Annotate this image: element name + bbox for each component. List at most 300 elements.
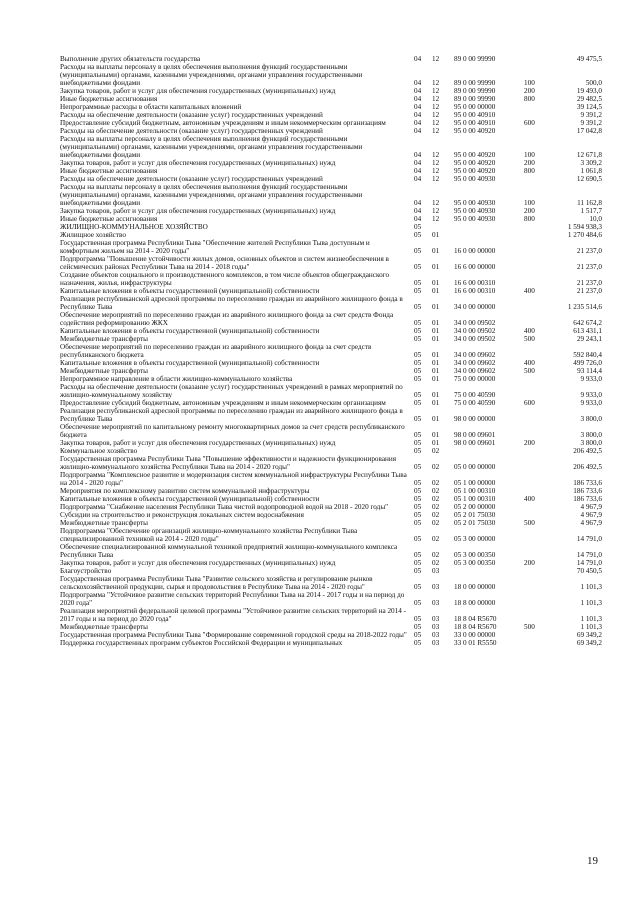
row-subsection-code: 12 bbox=[432, 119, 440, 127]
row-subsection-code: 01 bbox=[432, 359, 440, 367]
row-subsection-code: 12 bbox=[432, 175, 440, 183]
row-target-article: 95 0 00 40930 bbox=[454, 215, 496, 223]
row-name: Закупка товаров, работ и услуг для обеспечения государственных (муниципальных) нужд bbox=[60, 207, 336, 215]
row-section-code: 05 bbox=[414, 535, 422, 543]
row-section-code: 04 bbox=[414, 87, 422, 95]
row-target-article: 89 0 00 99990 bbox=[454, 87, 496, 95]
table-row bbox=[60, 559, 602, 567]
row-amount: 206 492,5 bbox=[573, 463, 602, 471]
row-name: Предоставление субсидий бюджетным, автономным учреждениям и иным некоммерческим организациям bbox=[60, 119, 386, 127]
row-subsection-code: 12 bbox=[432, 103, 440, 111]
table-row bbox=[60, 335, 602, 343]
row-name: Капитальные вложения в объекты государственной (муниципальной) собственности bbox=[60, 327, 320, 335]
row-expense-type bbox=[524, 607, 550, 623]
table-row bbox=[60, 623, 602, 631]
row-target-article: 18 8 00 00000 bbox=[454, 599, 496, 607]
row-target-article: 05 1 00 00310 bbox=[454, 495, 496, 503]
row-section-code: 05 bbox=[414, 247, 422, 255]
row-target-article: 95 0 00 40910 bbox=[454, 111, 496, 119]
table-row bbox=[60, 175, 602, 183]
row-section-code: 05 bbox=[414, 263, 422, 271]
row-amount: 93 114,4 bbox=[577, 367, 602, 375]
row-section-code: 04 bbox=[414, 103, 422, 111]
row-subsection-code: 02 bbox=[432, 479, 440, 487]
row-expense-type bbox=[524, 223, 550, 231]
row-amount: 9 933,0 bbox=[580, 391, 602, 399]
table-row bbox=[60, 87, 602, 95]
row-target-article: 98 0 00 09601 bbox=[454, 439, 496, 447]
row-target-article: 75 0 00 00000 bbox=[454, 375, 496, 383]
row-subsection-code: 02 bbox=[432, 487, 440, 495]
row-amount: 11 162,8 bbox=[577, 199, 602, 207]
row-name: Расходы на обеспечение деятельности (оказание услуг) государственных учреждений в рамках мероприятий по жилищно-коммунальному хозяйству bbox=[60, 383, 403, 399]
row-name: Благоустройство bbox=[60, 567, 112, 575]
row-target-article: 34 0 00 09502 bbox=[454, 327, 496, 335]
row-subsection-code: 02 bbox=[432, 511, 440, 519]
table-row bbox=[60, 567, 602, 575]
row-section-code: 04 bbox=[414, 119, 422, 127]
table-row bbox=[60, 255, 602, 271]
table-row bbox=[60, 367, 602, 375]
row-target-article bbox=[454, 567, 524, 575]
row-amount: 21 237,0 bbox=[576, 287, 602, 295]
row-amount: 1 101,3 bbox=[580, 599, 602, 607]
table-row bbox=[60, 591, 602, 607]
table-row bbox=[60, 159, 602, 167]
row-subsection-code: 02 bbox=[432, 519, 440, 527]
row-name: Подпрограмма "Комплексное развитие и модернизация систем коммунальной инфраструктуры Республики Тыва на 2014 - 2020 годы" bbox=[60, 471, 407, 487]
row-target-article: 05 3 00 00350 bbox=[454, 559, 496, 567]
row-subsection-code: 02 bbox=[432, 463, 440, 471]
row-name: Расходы на обеспечение деятельности (оказание услуг) государственных учреждений bbox=[60, 111, 323, 119]
row-section-code: 05 bbox=[414, 415, 422, 423]
row-target-article: 34 0 00 09602 bbox=[454, 367, 496, 375]
row-section-code: 05 bbox=[414, 519, 422, 527]
row-target-article: 95 0 00 40920 bbox=[454, 167, 496, 175]
row-expense-type bbox=[524, 295, 550, 311]
table-row bbox=[60, 447, 602, 455]
row-amount: 12 690,5 bbox=[576, 175, 602, 183]
row-name: Обеспечение специализированной коммунальной техникой предприятий жилищно-коммунального комплекса Республики Тыва bbox=[60, 543, 398, 559]
row-subsection-code: 02 bbox=[432, 495, 440, 503]
row-section-code: 05 bbox=[414, 431, 422, 439]
row-subsection-code: 02 bbox=[432, 559, 440, 567]
row-target-article: 33 0 00 00000 bbox=[454, 631, 496, 639]
table-row bbox=[60, 271, 602, 287]
row-target-article bbox=[454, 223, 524, 231]
row-target-article: 05 2 00 00000 bbox=[454, 503, 496, 511]
row-subsection-code: 01 bbox=[432, 415, 440, 423]
row-target-article: 95 0 00 40930 bbox=[454, 207, 496, 215]
row-amount: 9 933,0 bbox=[580, 399, 602, 407]
row-name: Расходы на обеспечение деятельности (оказание услуг) государственных учреждений bbox=[60, 175, 323, 183]
row-expense-type: 200 bbox=[524, 439, 535, 447]
row-target-article: 05 2 01 75030 bbox=[454, 511, 496, 519]
row-amount: 29 243,1 bbox=[576, 335, 602, 343]
row-target-article: 98 0 00 09601 bbox=[454, 431, 496, 439]
row-amount: 592 840,4 bbox=[573, 351, 602, 359]
row-amount: 12 671,8 bbox=[576, 151, 602, 159]
row-target-article: 34 0 00 09602 bbox=[454, 351, 496, 359]
row-amount: 29 482,5 bbox=[576, 95, 602, 103]
row-expense-type bbox=[524, 175, 550, 183]
row-amount: 69 349,2 bbox=[576, 631, 602, 639]
row-target-article: 75 0 00 40590 bbox=[454, 391, 496, 399]
row-expense-type: 500 bbox=[524, 335, 535, 343]
table-row bbox=[60, 487, 602, 495]
table-row bbox=[60, 503, 602, 511]
row-amount: 14 791,0 bbox=[576, 535, 602, 543]
row-target-article: 75 0 00 40590 bbox=[454, 399, 496, 407]
table-row bbox=[60, 439, 602, 447]
row-subsection-code: 12 bbox=[432, 151, 440, 159]
row-section-code: 05 bbox=[414, 487, 422, 495]
table-row bbox=[60, 63, 602, 87]
row-expense-type: 800 bbox=[524, 167, 535, 175]
row-subsection-code: 02 bbox=[432, 447, 440, 455]
row-name: Государственная программа Республики Тыва "Формирование современной городской среды на 2018-2022 годы" bbox=[60, 631, 407, 639]
row-subsection-code: 03 bbox=[432, 639, 440, 647]
row-name: Расходы на выплаты персоналу в целях обеспечения выполнения функций государственными (муниципальными) органами, казенными учреждениями, органами управления государственными внебюджетными фондами bbox=[60, 183, 363, 207]
row-subsection-code: 01 bbox=[432, 439, 440, 447]
row-amount: 14 791,0 bbox=[576, 551, 602, 559]
table-row bbox=[60, 231, 602, 239]
row-section-code: 05 bbox=[414, 359, 422, 367]
table-row bbox=[60, 295, 602, 311]
row-expense-type: 100 bbox=[524, 199, 535, 207]
table-row bbox=[60, 495, 602, 503]
row-target-article: 95 0 00 40930 bbox=[454, 199, 496, 207]
table-row bbox=[60, 215, 602, 223]
row-expense-type: 500 bbox=[524, 623, 535, 631]
table-row bbox=[60, 455, 602, 471]
table-row bbox=[60, 359, 602, 367]
table-row bbox=[60, 135, 602, 159]
row-section-code: 05 bbox=[414, 479, 422, 487]
row-section-code: 04 bbox=[414, 215, 422, 223]
row-amount: 9 391,2 bbox=[580, 111, 602, 119]
table-row bbox=[60, 511, 602, 519]
row-target-article: 05 3 00 00350 bbox=[454, 551, 496, 559]
row-section-code: 05 bbox=[414, 399, 422, 407]
row-subsection-code: 01 bbox=[432, 263, 440, 271]
table-row bbox=[60, 183, 602, 207]
budget-table bbox=[60, 55, 602, 647]
row-section-code: 04 bbox=[414, 111, 422, 119]
row-expense-type: 600 bbox=[524, 119, 535, 127]
row-name: Мероприятия по комплексному развитию систем коммунальной инфраструктуры bbox=[60, 487, 310, 495]
row-expense-type bbox=[524, 111, 550, 119]
row-amount: 17 042,8 bbox=[576, 127, 602, 135]
table-row bbox=[60, 543, 602, 559]
row-amount: 1 270 484,6 bbox=[567, 231, 602, 239]
row-name: Непрограммное направление в области жилищно-коммунального хозяйства bbox=[60, 375, 293, 383]
row-name: Подпрограмма "Снабжение населения Республики Тыва чистой водопроводной водой на 2018 - 2020 годы" bbox=[60, 503, 389, 511]
row-amount: 3 800,0 bbox=[580, 431, 602, 439]
table-row bbox=[60, 207, 602, 215]
row-expense-type bbox=[524, 271, 550, 287]
row-amount: 39 124,5 bbox=[576, 103, 602, 111]
row-amount: 3 800,0 bbox=[580, 415, 602, 423]
row-section-code: 05 bbox=[414, 391, 422, 399]
row-name: Реализация республиканской адресной программы по переселению граждан из аварийного жилищного фонда в Республике Тыва bbox=[60, 295, 403, 311]
row-expense-type: 200 bbox=[524, 159, 535, 167]
row-amount: 3 800,0 bbox=[580, 439, 602, 447]
row-name: Реализация мероприятий федеральной целевой программы "Устойчивое развитие сельских территорий на 2014 - 2017 годы и на период до 2020 года" bbox=[60, 607, 407, 623]
row-section-code: 04 bbox=[414, 159, 422, 167]
row-target-article: 05 1 00 00310 bbox=[454, 487, 496, 495]
row-section-code: 05 bbox=[414, 351, 422, 359]
budget-rows bbox=[60, 55, 602, 647]
row-amount: 1 101,3 bbox=[580, 583, 602, 591]
row-subsection-code: 01 bbox=[432, 375, 440, 383]
row-section-code: 05 bbox=[414, 503, 422, 511]
row-subsection-code: 12 bbox=[432, 111, 440, 119]
row-amount: 613 431,1 bbox=[573, 327, 602, 335]
row-name: Закупка товаров, работ и услуг для обеспечения государственных (муниципальных) нужд bbox=[60, 159, 336, 167]
row-section-code: 05 bbox=[414, 463, 422, 471]
row-target-article: 89 0 00 99990 bbox=[454, 55, 496, 63]
row-amount: 4 967,9 bbox=[580, 511, 602, 519]
table-row bbox=[60, 55, 602, 63]
row-name: Субсидии на строительство и реконструкция локальных систем водоснабжения bbox=[60, 511, 304, 519]
row-target-article: 18 8 04 R5670 bbox=[454, 615, 497, 623]
row-section-code: 04 bbox=[414, 55, 422, 63]
row-name: Обеспечение мероприятий по переселению граждан из аварийного жилищного фонда за счет средств Фонда содействия реформированию ЖКХ bbox=[60, 311, 394, 327]
row-amount: 186 733,6 bbox=[573, 479, 602, 487]
table-row bbox=[60, 375, 602, 383]
row-amount: 49 475,5 bbox=[576, 55, 602, 63]
row-subsection-code: 01 bbox=[432, 335, 440, 343]
row-expense-type bbox=[524, 383, 550, 399]
row-amount: 1 101,3 bbox=[580, 623, 602, 631]
row-subsection-code: 12 bbox=[432, 199, 440, 207]
row-amount: 1 517,7 bbox=[580, 207, 602, 215]
row-name: Поддержка государственных программ субъектов Российской Федерации и муниципальных bbox=[60, 639, 343, 647]
row-expense-type: 800 bbox=[524, 215, 535, 223]
row-amount: 499 726,0 bbox=[573, 359, 602, 367]
table-row bbox=[60, 423, 602, 439]
table-row bbox=[60, 287, 602, 295]
row-section-code: 05 bbox=[414, 319, 422, 327]
row-subsection-code: 01 bbox=[432, 367, 440, 375]
row-subsection-code: 01 bbox=[432, 287, 440, 295]
row-name: Иные бюджетные ассигнования bbox=[60, 167, 158, 175]
row-subsection-code: 01 bbox=[432, 431, 440, 439]
table-row bbox=[60, 607, 602, 623]
row-subsection-code: 03 bbox=[432, 599, 440, 607]
row-section-code: 05 bbox=[414, 599, 422, 607]
row-amount: 3 309,2 bbox=[580, 159, 602, 167]
row-section-code: 05 bbox=[414, 375, 422, 383]
table-row bbox=[60, 399, 602, 407]
row-expense-type bbox=[524, 575, 550, 591]
row-name: Выполнение других обязательств государства bbox=[60, 55, 201, 63]
row-expense-type bbox=[524, 103, 550, 111]
row-amount: 4 967,9 bbox=[580, 503, 602, 511]
row-section-code: 04 bbox=[414, 151, 422, 159]
row-expense-type: 200 bbox=[524, 559, 535, 567]
table-row bbox=[60, 343, 602, 359]
row-section-code: 05 bbox=[414, 639, 422, 647]
row-section-code: 04 bbox=[414, 79, 422, 87]
row-name: Государственная программа Республики Тыва "Развитие сельского хозяйства и регулирование рынков сельскохозяйственной продукции, сырья и продовольствия в Республике Тыва на 2014 - 2020 годы" bbox=[60, 575, 373, 591]
row-section-code: 05 bbox=[414, 327, 422, 335]
row-expense-type bbox=[524, 503, 550, 511]
row-name: Подпрограмма "Обеспечение организаций жилищно-коммунального хозяйства Республики Тыва специализированной техникой на 2014 - 2020 годы" bbox=[60, 527, 358, 543]
row-amount: 9 391,2 bbox=[580, 119, 602, 127]
row-name: Закупка товаров, работ и услуг для обеспечения государственных (муниципальных) нужд bbox=[60, 87, 336, 95]
table-row bbox=[60, 127, 602, 135]
table-row bbox=[60, 383, 602, 399]
table-row bbox=[60, 111, 602, 119]
row-subsection-code: 01 bbox=[432, 319, 440, 327]
table-row bbox=[60, 311, 602, 327]
row-expense-type: 600 bbox=[524, 399, 535, 407]
row-section-code: 04 bbox=[414, 199, 422, 207]
table-row bbox=[60, 519, 602, 527]
row-name: Непрограммные расходы в области капитальных вложений bbox=[60, 103, 242, 111]
row-expense-type: 200 bbox=[524, 207, 535, 215]
row-name: Закупка товаров, работ и услуг для обеспечения государственных (муниципальных) нужд bbox=[60, 559, 336, 567]
row-name: Расходы на выплаты персоналу в целях обеспечения выполнения функций государственными (муниципальными) органами, казенными учреждениями, органами управления государственными внебюджетными фондами bbox=[60, 63, 363, 87]
row-target-article: 95 0 00 00000 bbox=[454, 103, 496, 111]
row-name: Подпрограмма "Повышение устойчивости жилых домов, основных объектов и систем жизнеобеспечения в сейсмических районах Республики Тыва на 2014 - 2018 годы" bbox=[60, 255, 389, 271]
row-target-article: 34 0 00 09502 bbox=[454, 335, 496, 343]
row-amount: 70 450,5 bbox=[576, 567, 602, 575]
row-subsection-code: 02 bbox=[432, 551, 440, 559]
row-expense-type bbox=[524, 423, 550, 439]
table-row bbox=[60, 575, 602, 591]
row-section-code: 05 bbox=[414, 615, 422, 623]
row-section-code: 05 bbox=[414, 303, 422, 311]
row-target-article: 18 8 04 R5670 bbox=[454, 623, 497, 631]
row-expense-type bbox=[524, 127, 550, 135]
row-subsection-code: 03 bbox=[432, 623, 440, 631]
row-expense-type: 400 bbox=[524, 495, 535, 503]
row-section-code: 05 bbox=[414, 567, 422, 575]
row-subsection-code: 12 bbox=[432, 79, 440, 87]
row-subsection-code: 01 bbox=[432, 391, 440, 399]
row-subsection-code: 01 bbox=[432, 247, 440, 255]
row-subsection-code: 01 bbox=[432, 231, 440, 239]
row-name: Обеспечение мероприятий по переселению граждан из аварийного жилищного фонда за счет средств республиканского бюджета bbox=[60, 343, 372, 359]
row-name: Межбюджетные трансферты bbox=[60, 335, 148, 343]
row-subsection-code: 12 bbox=[432, 159, 440, 167]
row-name: Иные бюджетные ассигнования bbox=[60, 95, 158, 103]
row-expense-type: 400 bbox=[524, 287, 535, 295]
row-section-code: 04 bbox=[414, 167, 422, 175]
row-expense-type bbox=[524, 311, 550, 327]
row-section-code: 05 bbox=[414, 495, 422, 503]
row-section-code: 05 bbox=[414, 223, 422, 231]
row-amount: 1 235 514,6 bbox=[567, 303, 602, 311]
row-subsection-code: 03 bbox=[432, 583, 440, 591]
row-expense-type: 800 bbox=[524, 95, 535, 103]
table-row bbox=[60, 327, 602, 335]
row-section-code: 05 bbox=[414, 367, 422, 375]
row-expense-type bbox=[524, 511, 550, 519]
row-section-code: 05 bbox=[414, 447, 422, 455]
row-name: Жилищное хозяйство bbox=[60, 231, 126, 239]
row-target-article: 05 3 00 00000 bbox=[454, 535, 496, 543]
row-expense-type bbox=[524, 471, 550, 487]
row-target-article: 95 0 00 40920 bbox=[454, 127, 496, 135]
row-target-article: 95 0 00 40930 bbox=[454, 175, 496, 183]
row-target-article: 33 0 01 R5550 bbox=[454, 639, 497, 647]
row-amount: 21 237,0 bbox=[576, 247, 602, 255]
row-name: Капитальные вложения в объекты государственной (муниципальной) собственности bbox=[60, 287, 320, 295]
row-expense-type bbox=[524, 527, 550, 543]
row-section-code: 05 bbox=[414, 623, 422, 631]
row-subsection-code: 03 bbox=[432, 615, 440, 623]
row-amount: 4 967,9 bbox=[580, 519, 602, 527]
table-row bbox=[60, 407, 602, 423]
table-row bbox=[60, 239, 602, 255]
row-section-code: 05 bbox=[414, 583, 422, 591]
row-expense-type bbox=[524, 255, 550, 271]
table-row bbox=[60, 103, 602, 111]
row-subsection-code: 12 bbox=[432, 167, 440, 175]
row-section-code: 05 bbox=[414, 439, 422, 447]
page-number: 19 bbox=[587, 855, 598, 867]
row-section-code: 04 bbox=[414, 175, 422, 183]
row-name: Межбюджетные трансферты bbox=[60, 367, 148, 375]
row-amount: 19 493,0 bbox=[576, 87, 602, 95]
row-expense-type: 400 bbox=[524, 359, 535, 367]
row-name: Предоставление субсидий бюджетным, автономным учреждениям и иным некоммерческим организациям bbox=[60, 399, 386, 407]
row-expense-type bbox=[524, 591, 550, 607]
row-name: Реализация республиканской адресной программы по переселению граждан из аварийного жилищного фонда в Республике Тыва bbox=[60, 407, 403, 423]
row-subsection-code: 01 bbox=[432, 279, 440, 287]
row-expense-type bbox=[524, 375, 550, 383]
row-expense-type bbox=[524, 567, 550, 575]
row-amount: 69 349,2 bbox=[576, 639, 602, 647]
row-name: Коммунальное хозяйство bbox=[60, 447, 138, 455]
row-expense-type bbox=[524, 455, 550, 471]
row-name: Межбюджетные трансферты bbox=[60, 519, 148, 527]
table-row bbox=[60, 167, 602, 175]
row-expense-type bbox=[524, 55, 550, 63]
row-target-article: 16 6 00 00310 bbox=[454, 287, 496, 295]
table-row bbox=[60, 95, 602, 103]
row-section-code: 05 bbox=[414, 559, 422, 567]
row-subsection-code: 12 bbox=[432, 215, 440, 223]
row-target-article: 18 0 00 00000 bbox=[454, 583, 496, 591]
row-expense-type bbox=[524, 239, 550, 255]
row-name: Государственная программа Республики Тыва "Повышение эффективности и надежности функционирования жилищно-коммунального хозяйства Республики Тыва на 2014 - 2020 годы" bbox=[60, 455, 397, 471]
table-row bbox=[60, 471, 602, 487]
row-expense-type: 100 bbox=[524, 151, 535, 159]
row-section-code: 05 bbox=[414, 231, 422, 239]
row-amount: 642 674,2 bbox=[573, 319, 602, 327]
row-target-article bbox=[454, 447, 524, 455]
row-amount: 186 733,6 bbox=[573, 487, 602, 495]
row-name: Создание объектов социального и производственного комплексов, в том числе объектов общегражданского назначения, жилья, инфраструктуры bbox=[60, 271, 390, 287]
row-amount: 21 237,0 bbox=[576, 279, 602, 287]
row-name: Расходы на обеспечение деятельности (оказание услуг) государственных учреждений bbox=[60, 127, 323, 135]
row-subsection-code: 12 bbox=[432, 55, 440, 63]
table-row bbox=[60, 223, 602, 231]
row-target-article: 16 6 00 00000 bbox=[454, 263, 496, 271]
row-target-article: 05 0 00 00000 bbox=[454, 463, 496, 471]
row-name: Государственная программа Республики Тыва "Обеспечение жителей Республики Тыва доступным и комфортным жильем на 2014 - 2020 годы" bbox=[60, 239, 370, 255]
row-expense-type bbox=[524, 447, 550, 455]
row-name: Капитальные вложения в объекты государственной (муниципальной) собственности bbox=[60, 359, 320, 367]
row-target-article bbox=[454, 231, 524, 239]
row-target-article: 95 0 00 40910 bbox=[454, 119, 496, 127]
row-section-code: 04 bbox=[414, 207, 422, 215]
